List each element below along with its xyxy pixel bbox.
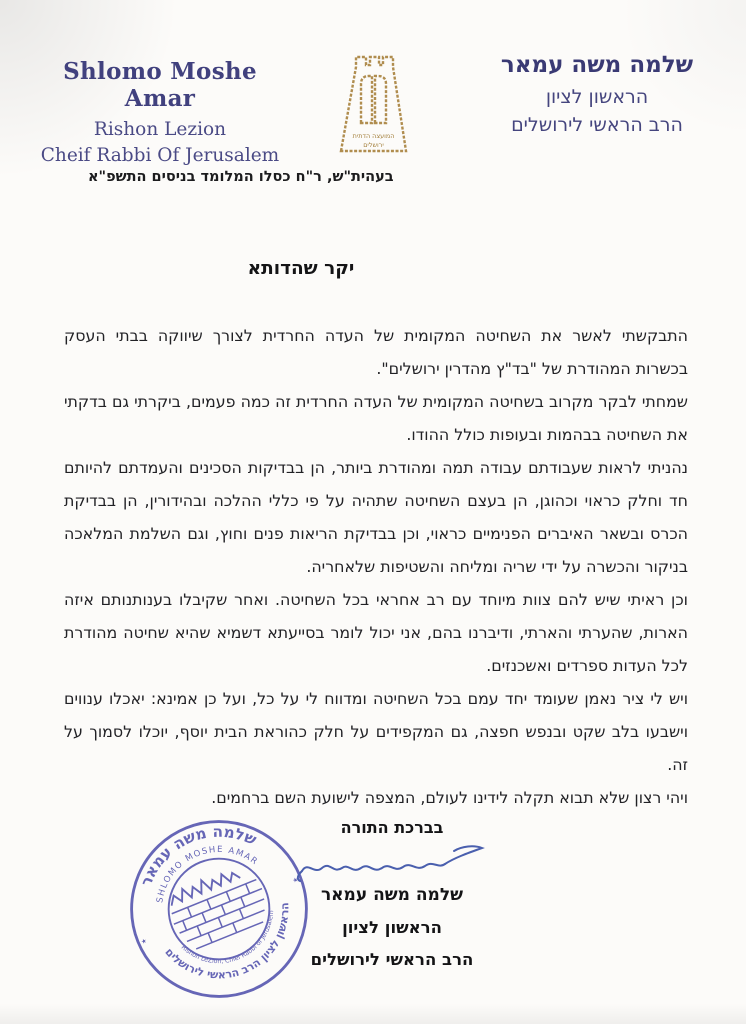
header-english [26, 58, 294, 166]
signature-blessing: בברכת התורה [340, 818, 444, 837]
stamp-separator-right: ٭ [290, 873, 301, 887]
signature-block [283, 818, 501, 969]
header-hebrew-name: שלמה משה עמאר [500, 52, 694, 78]
stamp-separator-left: ٭ [139, 934, 149, 948]
letter-body [64, 319, 688, 814]
header-english-title2: Cheif Rabbi Of Jerusalem [40, 145, 280, 166]
stamp-english-name-arc: SHLOMO MOSHE AMAR [155, 844, 260, 904]
body-paragraph-4: וכן ראיתי שיש להם צוות מיוחד עם רב אחראי בכל השחיטה. ואחר שקיבלו בענותנותם איזה הארות, שהערתי והארתי, ודיברנו בהם, אני יכול לומר בסייעתא דשמיא שהיא שחיטה מהודרת לכל העדות ספרדים ואשכנזים. [64, 590, 688, 675]
svg-text:שלמה משה עמאר [125, 804, 264, 894]
header-hebrew-title2: הרב הראשי לירושלים [511, 114, 683, 136]
logo-caption-line2: ירושלים [363, 141, 384, 149]
body-paragraph-5: ויש לי ציר נאמן שעומד יחד עמם בכל השחיטה ומדווח לי על כל, ועל כן אמינא: יאכלו ענווים וישבעו בלב שקט ובנפש חפצה, גם המקפידים על חלק כהוראת הבית יוסף, יוכלו לסמוך על זה. [64, 689, 688, 774]
body-paragraph-1: התבקשתי לאשר את השחיטה המקומית של העדה החרדית לצורך שיווקה בבתי העסק בכשרות המהודרת של "בד"ץ מהדרין ירושלים". [64, 326, 688, 378]
header-english-name: Shlomo Moshe Amar [63, 58, 257, 112]
hebrew-date-line: בעהית"ש, ר"ח כסלו המלומד בניסים התשפ"א [88, 169, 394, 185]
rabbinate-tower-logo-icon [330, 50, 416, 162]
stamp-hebrew-name-arc: שלמה משה עמאר [136, 822, 260, 889]
signature-title2: הרב הראשי לירושלים [310, 950, 474, 969]
header-hebrew-title1: הראשון לציון [545, 86, 649, 108]
body-paragraph-3: נהניתי לראות שעבודתם עבודה תמה ומהודרת ביותר, הן בבדיקות הסכינים והעמדתם להיותם חד וחלק כראוי וכהוגן, הן בעצם השחיטה שתהיה על פי כללי ההלכה ובהידורין, הן בבדיקת הכרס ובשאר האיברים הפנימיים כראוי, וכן בבדיקת הריאות פנים וחוץ, וגם השלמת המלאכה בניקור והכשרה על ידי שריה ומליחה והשטיפות שלאחריה. [64, 458, 688, 576]
handwritten-signature [292, 839, 492, 885]
logo-caption-line1: המועצה הדתית [352, 132, 395, 140]
stamp-english-title-arc: Rishon LeZion, Chief Rabbi of Jerusalem [179, 909, 276, 966]
stamp-hebrew-title-arc: הראשון לציון הרב הראשי לירושלים [162, 902, 292, 982]
header-english-title1: Rishon Lezion [93, 119, 227, 140]
body-paragraph-6: ויהי רצון שלא תבוא תקלה לידינו לעולם, המצפה לישועת השם ברחמים. [211, 788, 688, 807]
letter-title: יקר שהדותא [247, 258, 355, 279]
signature-title1: הראשון לציון [342, 918, 442, 937]
signature-name: שלמה משה עמאר [320, 885, 464, 905]
header-hebrew [468, 52, 726, 136]
body-paragraph-2: שמחתי לבקר מקרוב בשחיטה המקומית של העדה החרדית זה כמה פעמים, ביקרתי גם בדקתי את השחיטה בבהמות ובעופות כולל ההודו. [64, 392, 688, 444]
